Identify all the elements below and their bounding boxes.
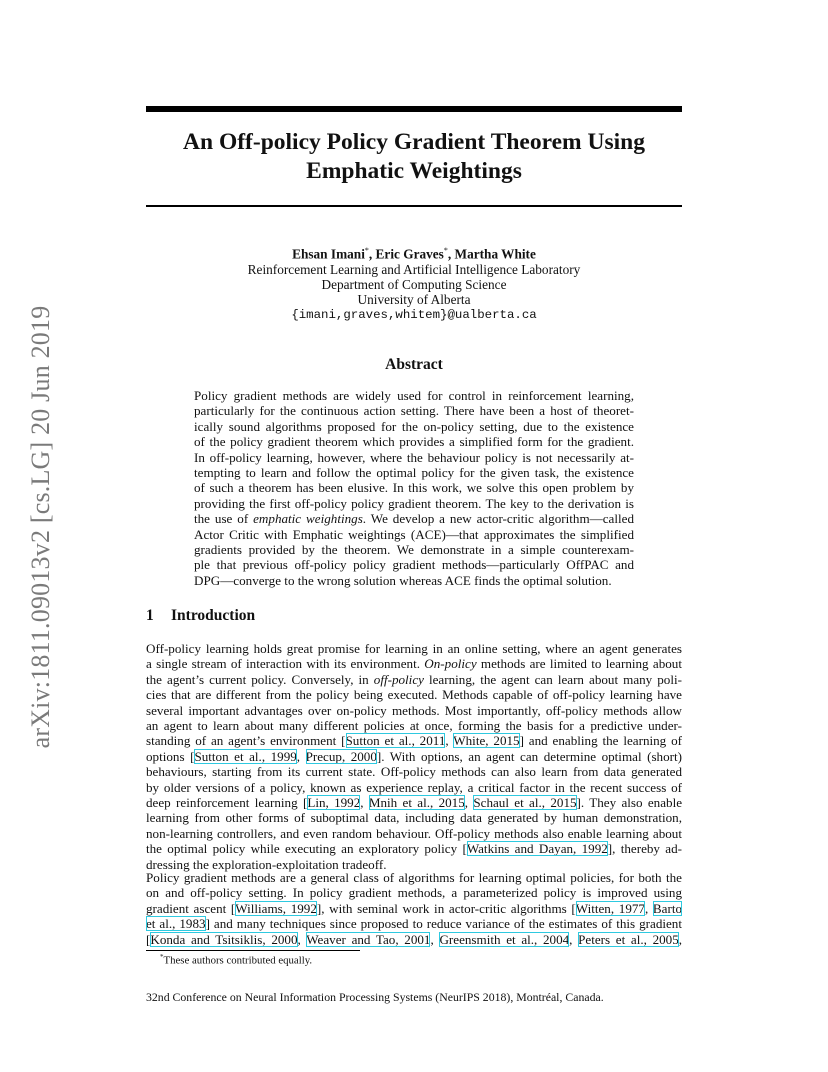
body-line: a single stream of interaction with its environment. On-policy methods are limited to learning about <box>146 656 682 672</box>
abstract-line: tempting to learn and follow the optimal policy for the given task, the existence <box>194 465 634 481</box>
title-line-1: An Off-policy Policy Gradient Theorem Using <box>183 129 645 155</box>
abstract-line: Policy gradient methods are widely used for control in reinforcement learning, <box>194 388 634 403</box>
abstract-line: the use of emphatic weightings. We develop a new actor-critic algorithm—called <box>194 511 634 527</box>
citation-link[interactable]: White, 2015 <box>453 733 520 749</box>
citation-link[interactable]: Peters et al., 2005 <box>578 931 679 947</box>
affiliation-lab: Reinforcement Learning and Artificial Intelligence Laboratory <box>247 261 581 277</box>
citation-link[interactable]: Watkins and Dayan, 1992 <box>466 841 608 857</box>
abstract-line: ple that previous off-policy policy gradient methods—particularly OffPAC and <box>194 557 634 573</box>
venue-line: 32nd Conference on Neural Information Processing Systems (NeurIPS 2018), Montréal, Canada. <box>146 990 604 1004</box>
abstract-line: of such a theorem has been elusive. In this work, we solve this open problem by <box>194 480 634 496</box>
body-line: Off-policy learning holds great promise for learning in an online setting, where an agent generates <box>146 641 682 656</box>
author-names: Ehsan Imani*, Eric Graves*, Martha White <box>292 246 536 262</box>
citation-link[interactable]: Konda and Tsitsiklis, 2000 <box>150 931 298 947</box>
footnote-mark: * <box>160 953 164 961</box>
abstract-heading: Abstract <box>385 356 443 373</box>
body-line: several important advantages over on-policy methods. Most importantly, off-policy methods allow <box>146 702 682 718</box>
citation-link[interactable]: Mnih et al., 2015 <box>368 795 465 811</box>
author-2: Eric Graves <box>375 246 444 262</box>
abstract-line: particularly for the continuous action setting. There have been a host of theoret- <box>194 403 634 419</box>
citation-link[interactable]: Sutton et al., 1999 <box>194 748 297 764</box>
body-line: [Konda and Tsitsiklis, 2000, Weaver and Tao, 2001, Greensmith et al., 2004, Peters et al., 2005, <box>146 931 683 947</box>
abstract-line: providing the first off-policy policy gradient theorem. The key to the derivation is <box>194 495 634 511</box>
citation-link[interactable]: Greensmith et al., 2004 <box>439 931 570 947</box>
body-line: the agent’s current policy. Conversely, in off-policy learning, the agent can learn about many poli- <box>146 671 682 687</box>
body-line: dressing the exploration-exploitation tradeoff. <box>146 856 387 872</box>
author-1: Ehsan Imani <box>292 246 365 262</box>
equal-contrib-mark: * <box>443 246 448 255</box>
body-line: learning from other forms of suboptimal data, including data generated by human demonstration, <box>146 810 682 826</box>
intro-paragraph-1 <box>146 641 682 872</box>
citation-link[interactable]: Sutton et al., 2011 <box>345 733 446 749</box>
section-heading <box>146 607 255 625</box>
citation-link[interactable]: Witten, 1977 <box>575 900 645 916</box>
title-line-2: Emphatic Weightings <box>306 158 522 184</box>
section-number: 1 <box>146 607 154 624</box>
body-line: options [Sutton et al., 1999, Precup, 2000]. With options, an agent can determine optimal (short) <box>146 748 682 764</box>
body-line: deep reinforcement learning [Lin, 1992, Mnih et al., 2015, Schaul et al., 2015]. They also enable <box>146 795 683 811</box>
abstract-line: gradients provided by the theorem. We demonstrate in a simple counterexam- <box>194 542 634 558</box>
body-line: on and off-policy setting. In policy gradient methods, a parameterized policy is improved using <box>146 885 682 901</box>
body-line: non-learning controllers, and even random behaviour. Off-policy methods also enable learning about <box>146 825 682 841</box>
body-line: the optimal policy while executing an exploratory policy [Watkins and Dayan, 1992], thereby ad- <box>146 841 682 857</box>
intro-paragraph-2 <box>146 870 682 947</box>
author-block <box>146 243 682 323</box>
abstract-line: In off-policy learning, however, where the behaviour policy is not necessarily at- <box>194 449 634 465</box>
footnote <box>160 953 312 967</box>
citation-link[interactable]: Weaver and Tao, 2001 <box>306 931 431 947</box>
author-email[interactable]: {imani,graves,whitem}@ualberta.ca <box>291 307 537 322</box>
equal-contrib-mark: * <box>364 246 369 255</box>
citation-link[interactable]: Precup, 2000 <box>305 748 377 764</box>
body-line: behaviours, starting from its current state. Off-policy methods can also learn from data generated <box>146 764 682 780</box>
abstract-line: of the policy gradient theorem which provides a simplified form for the gradient. <box>194 434 634 450</box>
body-line: cies that are different from the policy being executed. Methods capable of off-policy learning have <box>146 687 682 703</box>
abstract-line: Actor Critic with Emphatic weightings (ACE)—that approximates the simplified <box>194 526 634 542</box>
body-line: gradient ascent [Williams, 1992], with seminal work in actor-critic algorithms [Witten, 1977, Barto <box>146 900 683 916</box>
abstract-line: DPG—converge to the wrong solution whereas ACE finds the optimal solution. <box>194 572 612 588</box>
footnote-rule <box>146 950 360 951</box>
citation-link[interactable]: Williams, 1992 <box>235 900 317 916</box>
title-top-rule <box>146 106 682 112</box>
section-title: Introduction <box>171 607 256 624</box>
citation-link[interactable]: Lin, 1992 <box>307 795 361 811</box>
arxiv-stamp: arXiv:1811.09013v2 [cs.LG] 20 Jun 2019 <box>26 305 55 749</box>
paper-title <box>146 128 682 186</box>
affiliation-univ: University of Alberta <box>357 292 471 308</box>
citation-link[interactable]: Schaul et al., 2015 <box>473 795 577 811</box>
abstract-line: ically sound algorithms proposed for the on-policy setting, due to the existence <box>194 418 634 434</box>
abstract-body <box>194 388 634 588</box>
citation-link[interactable]: Barto <box>652 900 683 916</box>
author-3: Martha White <box>454 246 536 262</box>
body-line: et al., 1983] and many techniques since proposed to reduce variance of the estimates of this gradient <box>146 916 682 932</box>
emphatic-weightings-term: emphatic weightings <box>253 511 363 527</box>
footnote-text: These authors contributed equally. <box>163 954 313 967</box>
body-line: standing of an agent’s environment [Sutton et al., 2011, White, 2015] and enabling the learning of <box>146 733 682 749</box>
title-bottom-rule <box>146 205 682 207</box>
affiliation-dept: Department of Computing Science <box>321 277 507 293</box>
body-line: by older versions of a policy, known as experience replay, a critical factor in the recent success of <box>146 779 682 795</box>
body-line: an agent to learn about many different policies at once, forming the basis for a predictive under- <box>146 718 682 734</box>
body-line: Policy gradient methods are a general class of algorithms for learning optimal policies, for both the <box>146 870 682 885</box>
citation-link[interactable]: et al., 1983 <box>146 916 206 932</box>
